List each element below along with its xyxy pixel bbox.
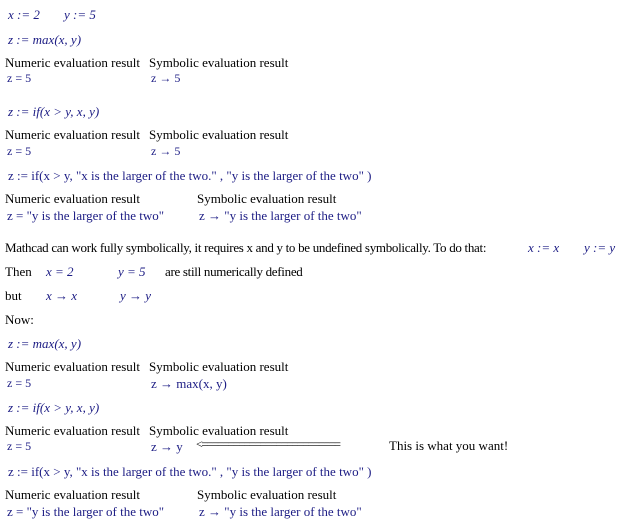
symbolic-label: Symbolic evaluation result [149, 423, 289, 438]
symbolic-result[interactable]: z → y [151, 439, 183, 454]
y-definition[interactable]: y := 5 [64, 7, 96, 22]
now-label: Now: [5, 312, 34, 327]
numeric-result[interactable]: z = 5 [7, 71, 32, 85]
x-definition[interactable]: x := 2 [8, 7, 40, 22]
symbolic-label: Symbolic evaluation result [149, 127, 289, 142]
z-if-string-definition[interactable]: z := if(x > y, "x is the larger of the two." , "y is the larger of the two" ) [8, 464, 372, 479]
then-label: Then [5, 264, 32, 279]
symbolic-result[interactable]: z → 5 [151, 144, 181, 158]
numeric-label: Numeric evaluation result [5, 55, 141, 70]
numeric-result[interactable]: z = "y is the larger of the two" [7, 208, 165, 223]
symbolic-label: Symbolic evaluation result [197, 487, 337, 502]
x-symbolic-definition[interactable]: x := x [528, 240, 560, 255]
z-max-definition[interactable]: z := max(x, y) [8, 336, 82, 351]
but-label: but [5, 288, 22, 303]
z-if-string-definition[interactable]: z := if(x > y, "x is the larger of the two." , "y is the larger of the two" ) [8, 168, 372, 183]
numeric-label: Numeric evaluation result [5, 127, 141, 142]
numeric-result[interactable]: z = 5 [7, 439, 32, 453]
symbolic-result[interactable]: z → "y is the larger of the two" [199, 208, 362, 223]
numeric-label: Numeric evaluation result [5, 487, 141, 502]
symbolic-result[interactable]: z → 5 [151, 71, 181, 85]
x-symbolic[interactable]: x → x [46, 288, 78, 303]
y-numeric[interactable]: y = 5 [118, 264, 146, 279]
numeric-label: Numeric evaluation result [5, 423, 141, 438]
symbolic-result[interactable]: z → "y is the larger of the two" [199, 504, 362, 519]
numeric-label: Numeric evaluation result [5, 359, 141, 374]
z-if-definition[interactable]: z := if(x > y, x, y) [8, 104, 100, 119]
symbolic-label: Symbolic evaluation result [197, 191, 337, 206]
x-numeric[interactable]: x = 2 [46, 264, 74, 279]
symbolic-result[interactable]: z → max(x, y) [151, 376, 227, 391]
still-defined-text: are still numerically defined [165, 264, 303, 279]
annotation-text: This is what you want! [389, 438, 509, 453]
y-symbolic[interactable]: y → y [120, 288, 152, 303]
symbolic-label: Symbolic evaluation result [149, 55, 289, 70]
numeric-result[interactable]: z = 5 [7, 376, 32, 390]
numeric-result[interactable]: z = "y is the larger of the two" [7, 504, 165, 519]
explanation-text: Mathcad can work fully symbolically, it requires x and y to be undefined symbolically. To do that: [5, 240, 487, 255]
y-symbolic-definition[interactable]: y := y [584, 240, 616, 255]
z-if-definition[interactable]: z := if(x > y, x, y) [8, 400, 100, 415]
arrow-annotation: <========================== [196, 437, 340, 451]
symbolic-label: Symbolic evaluation result [149, 359, 289, 374]
numeric-label: Numeric evaluation result [5, 191, 141, 206]
numeric-result[interactable]: z = 5 [7, 144, 32, 158]
z-max-definition[interactable]: z := max(x, y) [8, 32, 82, 47]
